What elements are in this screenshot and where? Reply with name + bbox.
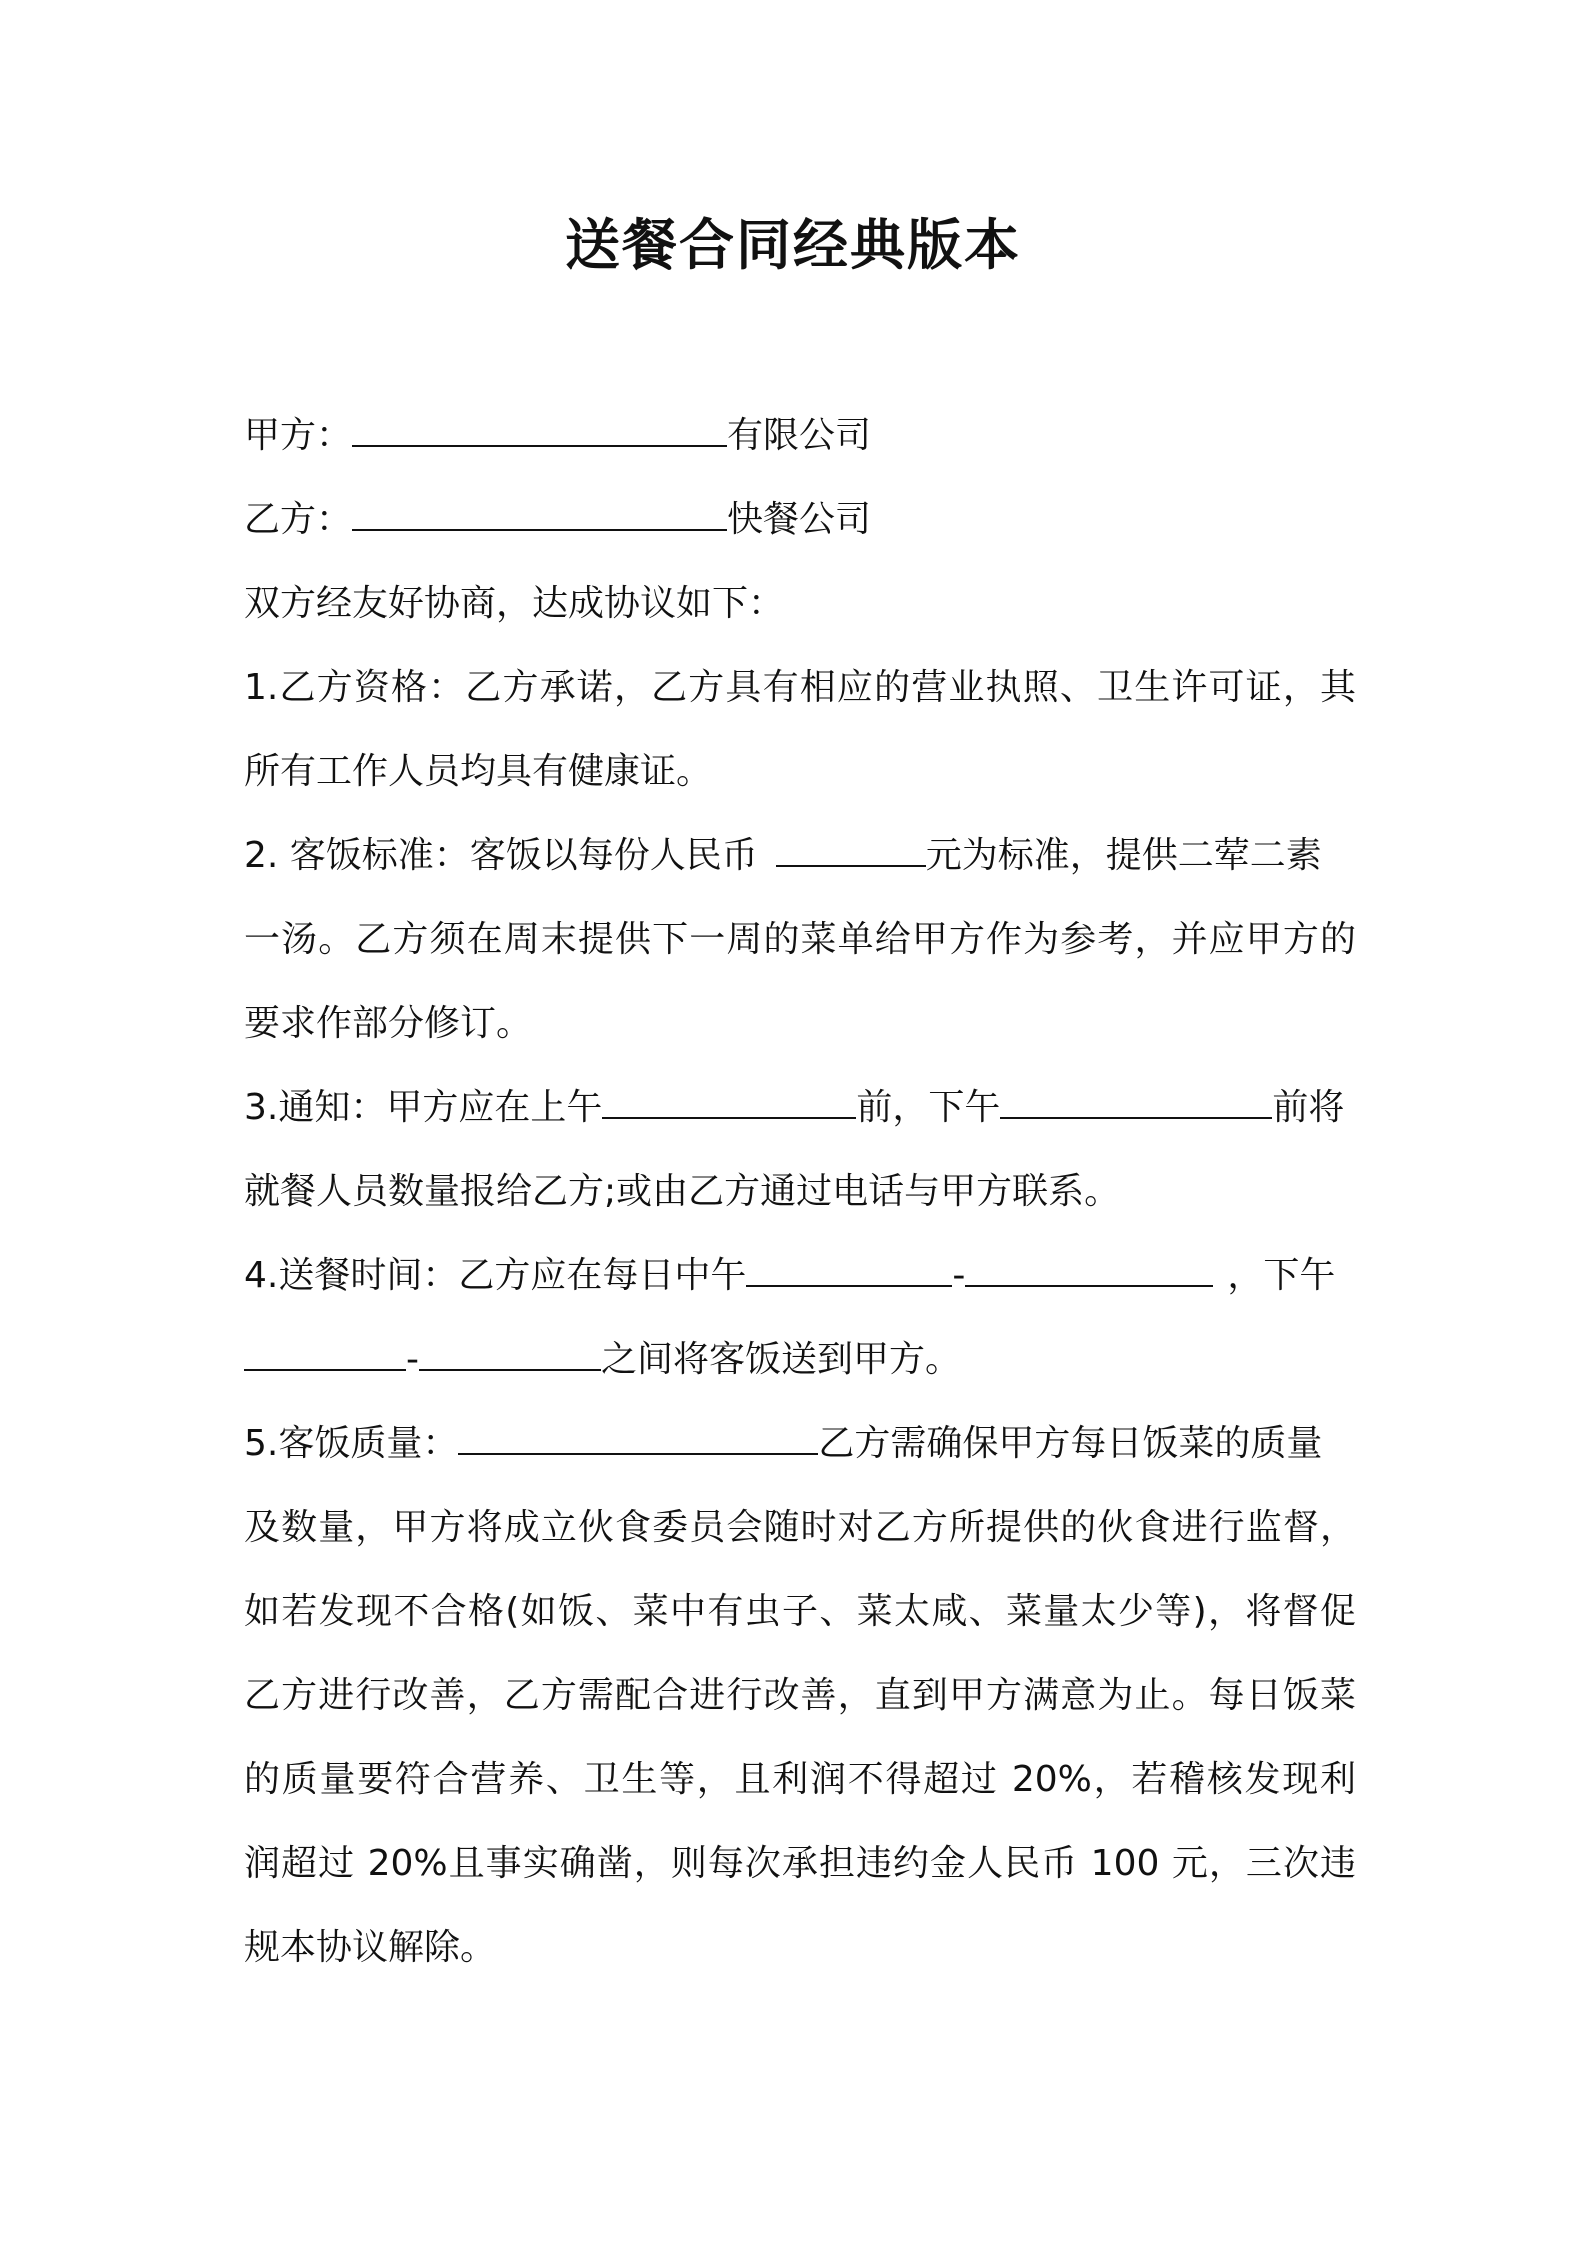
clause-2-line-1 [244,828,1356,884]
clause-2-lead: 2. 客饭标准：客饭以每份人民币 [244,835,758,876]
clause-4-line-1 [244,1248,1356,1304]
clause-4-dash-2: - [406,1339,419,1380]
clause-5-tail: 乙方需确保甲方每日饭菜的质量 [818,1423,1323,1464]
pm-end-blank[interactable] [419,1335,601,1371]
party-a-suffix: 有限公司 [727,415,872,456]
meal-price-blank[interactable] [776,831,926,867]
document-title: 送餐合同经典版本 [564,213,1021,277]
clause-2-tail: 元为标准，提供二荤二素 [925,835,1322,876]
party-b-line [244,492,1356,548]
clause-5-line-4: 乙方进行改善，乙方需配合进行改善，直到甲方满意为止。每日饭菜 [244,1675,1356,1716]
clause-5-line-1 [244,1416,1356,1472]
party-a-blank[interactable] [352,411,727,447]
clause-4-dash: - [952,1255,966,1296]
party-b-blank[interactable] [352,495,727,531]
clause-3-line-2: 就餐人员数量报给乙方;或由乙方通过电话与甲方联系。 [244,1171,1121,1212]
morning-deadline-blank[interactable] [602,1083,856,1119]
clause-5-line-2: 及数量，甲方将成立伙食委员会随时对乙方所提供的伙食进行监督， [244,1507,1356,1548]
party-a-line [244,408,1356,464]
clause-4-pm: ，下午 [1227,1255,1336,1296]
clause-4-line-2 [244,1332,1356,1388]
clause-3-line-1 [244,1080,1356,1136]
noon-end-blank[interactable] [965,1251,1213,1287]
clause-5-line-3: 如若发现不合格(如饭、菜中有虫子、菜太咸、菜量太少等)，将督促 [244,1591,1356,1632]
clause-5-line-6: 润超过 20%且事实确凿，则每次承担违约金人民币 100 元，三次违 [244,1843,1356,1884]
party-b-label: 乙方： [244,499,353,540]
pm-start-blank[interactable] [244,1335,406,1371]
clause-5-line-7: 规本协议解除。 [244,1927,497,1968]
clause-5-line-5: 的质量要符合营养、卫生等，且利润不得超过 20%，若稽核发现利 [244,1759,1356,1800]
clause-3-lead: 3.通知：甲方应在上午 [244,1087,603,1128]
noon-start-blank[interactable] [746,1251,952,1287]
party-a-label: 甲方： [244,415,353,456]
intro-line: 双方经友好协商，达成协议如下： [244,583,785,624]
clause-3-tail: 前将 [1272,1087,1345,1128]
clause-5-lead: 5.客饭质量： [244,1423,459,1464]
clause-1-line-2: 所有工作人员均具有健康证。 [244,751,713,792]
afternoon-deadline-blank[interactable] [1000,1083,1272,1119]
clause-2-line-3: 要求作部分修订。 [244,1003,533,1044]
clause-1-line-1: 1.乙方资格：乙方承诺，乙方具有相应的营业执照、卫生许可证，其 [244,667,1356,708]
clause-3-mid: 前，下午 [856,1087,1001,1128]
clause-4-lead: 4.送餐时间：乙方应在每日中午 [244,1255,747,1296]
quality-blank[interactable] [458,1419,818,1455]
party-b-suffix: 快餐公司 [727,499,872,540]
clause-4-tail: 之间将客饭送到甲方。 [601,1339,962,1380]
clause-2-line-2: 一汤。乙方须在周末提供下一周的菜单给甲方作为参考，并应甲方的 [244,919,1356,960]
